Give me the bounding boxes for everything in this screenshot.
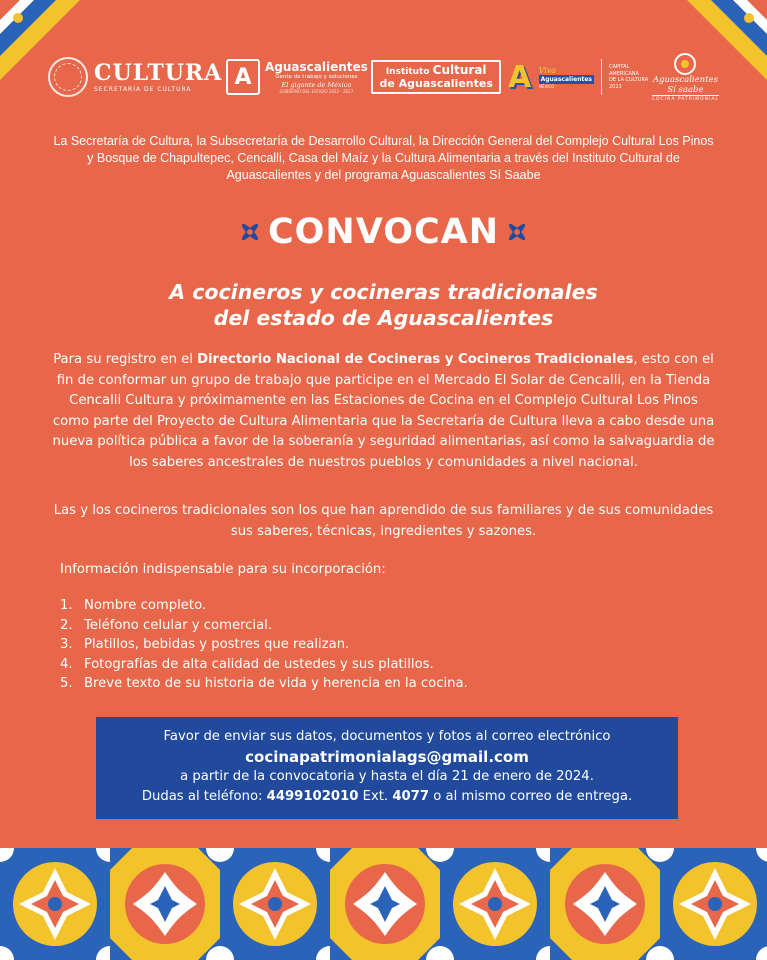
si-saabe-logo [652, 53, 719, 102]
ica-line1b: Cultural [432, 63, 487, 77]
contact-deadline: a partir de la convocatoria y hasta el día 21 de enero de 2024. [180, 769, 594, 784]
viva-capital-line: AMERICANA [609, 70, 639, 77]
cultura-logo-sub: SECRETARÍA DE CULTURA [94, 85, 192, 93]
subtitle-line-2: del estado de Aguascalientes [213, 306, 554, 330]
ags-logo-tiny: GOBIERNO DEL ESTADO 2022 - 2027 [279, 88, 354, 94]
contact-email-link[interactable]: cocinapatrimonialags@gmail.com [245, 748, 529, 766]
ags-logo-script: El gigante de México [281, 80, 352, 89]
viva-country: MÉXICO [538, 83, 555, 89]
subtitle [0, 279, 767, 331]
list-item [60, 655, 468, 675]
contact-box [96, 717, 678, 819]
directory-name: Directorio Nacional de Cocineras y Cocineros Tradicionales [197, 352, 634, 367]
ags-logo-word: Aguascalientes [264, 59, 368, 74]
cultura-logo [48, 57, 222, 97]
blue-x-ornament-icon [505, 220, 529, 244]
cultura-logo-word: CULTURA [94, 59, 223, 86]
requirements-label: Información indispensable para su incorporación: [60, 562, 386, 577]
list-item-text: Breve texto de su historia de vida y herencia en la cocina. [84, 676, 468, 692]
contact-ext: 4077 [392, 789, 430, 804]
si-saabe-emblem-icon [674, 53, 696, 75]
aguascalientes-government-logo [226, 59, 368, 95]
list-item [60, 635, 468, 655]
si-saabe-script1: Aguascalientes [652, 74, 718, 85]
viva-aguascalientes-logo [505, 59, 649, 95]
list-item-number: 2. [60, 617, 73, 633]
ica-line2: de Aguascalientes [379, 77, 493, 90]
list-item [60, 616, 468, 636]
ags-logo-tagline: Gente de trabajo y soluciones [275, 73, 358, 80]
list-item-number: 3. [60, 637, 73, 653]
contact-phone-line [96, 787, 678, 807]
contact-phone-tail: o al mismo correo de entrega. [429, 789, 633, 804]
list-item-text: Teléfono celular y comercial. [84, 617, 273, 633]
list-item-number: 5. [60, 676, 73, 692]
list-item-number: 1. [60, 598, 73, 613]
si-saabe-script2: Sí saabe [667, 84, 704, 95]
registration-paragraph [50, 350, 717, 473]
intro-text: La Secretaría de Cultura, la Subsecretaría de Desarrollo Cultural, la Dirección General del Complejo Cultural Los Pinos y Bosque de Chapultepec, Cencalli, Casa del Maíz y la Cultura Alimentaria a través del Instituto Cultural de Aguascalientes y del programa Aguascalientes Sí Saabe [53, 134, 714, 182]
viva-capital-text [609, 64, 648, 90]
viva-word: Aguascalientes [540, 75, 592, 83]
contact-phone-lead: Dudas al teléfono: [141, 789, 267, 804]
headline [0, 208, 767, 256]
viva-capital-line: 2023 [609, 83, 622, 90]
viva-script: Viva [538, 65, 557, 75]
si-saabe-small: COCINA PATRIMONIAL [651, 96, 719, 102]
viva-divider [601, 59, 602, 95]
list-item-number: 4. [60, 656, 73, 672]
contact-instruction: Favor de enviar sus datos, documentos y fotos al correo electrónico [163, 729, 611, 744]
para1-rest: , esto con el fin de conformar un grupo de trabajo que participe en el Mercado El Solar de Cencalli, en la Tienda Cencalli Cultura y próximamente en las Estaciones de Cocina en el Complejo Cultural Los Pinos como parte del Proyecto de Cultura Alimentaria que la Secretaría de Cultura lleva a cabo desde una nueva política pública a favor de la soberanía y seguridad alimentarias, así como la salvaguardia de los saberes ancestrales de nuestros pueblos y comunidades a nivel nacional. [52, 352, 715, 470]
list-item [60, 674, 468, 694]
para1-lead: Para su registro en el [53, 352, 198, 367]
list-item [60, 596, 468, 616]
contact-phone[interactable]: 4499102010 [266, 789, 359, 804]
talavera-tile-band [0, 848, 767, 960]
ica-line1a: Instituto [385, 67, 430, 77]
logo-bar [48, 48, 719, 106]
list-item-text: Nombre completo. [84, 598, 207, 613]
subtitle-line-1: A cocineros y cocineras tradicionales [169, 280, 598, 304]
headline-title: CONVOCAN [267, 212, 500, 252]
viva-a-icon: A [507, 59, 532, 95]
list-item-text: Fotografías de alta calidad de ustedes y sus platillos. [84, 656, 434, 672]
contact-ext-label: Ext. [358, 789, 393, 804]
viva-capital-line: DE LA CULTURA [609, 77, 649, 83]
list-item-text: Platillos, bebidas y postres que realizan. [84, 637, 350, 653]
viva-capital-line: CAPITAL [609, 64, 630, 70]
blue-x-ornament-icon [238, 220, 262, 244]
definition-paragraph: Las y los cocineros tradicionales son los que han aprendido de sus familiares y de sus comunidades sus saberes, técnicas, ingredientes y sazones. [53, 503, 714, 539]
instituto-cultural-logo [371, 60, 500, 94]
ags-letter-icon: A [226, 59, 260, 95]
requirements-list [60, 596, 468, 694]
mexico-seal-icon [48, 57, 88, 97]
